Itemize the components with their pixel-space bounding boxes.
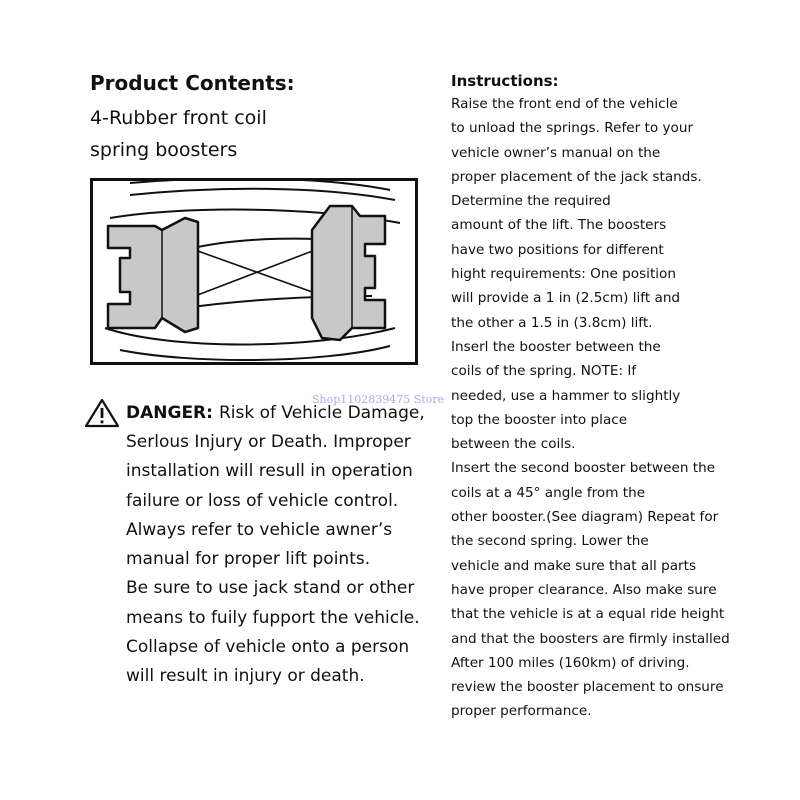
instruction-line: between the coils. — [451, 436, 576, 453]
instruction-line: After 100 miles (160km) of driving. — [451, 654, 690, 671]
coil-spring-booster-diagram — [90, 178, 418, 365]
instructions-heading: Instructions: — [451, 72, 559, 90]
instruction-line: other booster.(See diagram) Repeat for — [451, 509, 719, 526]
instruction-line: the other a 1.5 in (3.8cm) lift. — [451, 314, 653, 331]
store-watermark: Shop1102839475 Store — [312, 393, 445, 406]
danger-warning-section — [84, 398, 439, 692]
danger-first-text: Risk of Vehicle Damage, — [218, 402, 425, 423]
danger-text-line: means to fuily fupport the vehicle. — [126, 607, 420, 628]
instruction-line: have two positions for different — [451, 241, 664, 258]
instruction-line: proper placement of the jack stands. — [451, 168, 702, 185]
danger-text-line: will result in injury or death. — [126, 666, 365, 687]
product-contents-line: 4-Rubber front coil — [90, 107, 267, 129]
instruction-line: vehicle and make sure that all parts — [451, 557, 697, 574]
instructions-section — [451, 70, 771, 724]
instruction-line: and that the boosters are firmly installed — [451, 630, 730, 647]
instruction-line: Insert the second booster between the — [451, 460, 716, 477]
instruction-line: amount of the lift. The boosters — [451, 217, 667, 234]
danger-text-line: Always refer to vehicle awner’s — [126, 519, 393, 540]
instruction-line: top the booster into place — [451, 411, 628, 428]
instruction-line: needed, use a hammer to slightly — [451, 387, 681, 404]
danger-text-line: manual for proper lift points. — [126, 549, 371, 570]
instruction-line: proper performance. — [451, 703, 592, 720]
instruction-line: coils at a 45° angle from the — [451, 484, 646, 501]
left-booster — [108, 218, 198, 332]
instruction-line: to unload the springs. Refer to your — [451, 120, 694, 137]
instruction-line: Inserl the booster between the — [451, 338, 661, 355]
danger-text-line: installation will resull in operation — [126, 461, 413, 482]
danger-text-line: Collapse of vehicle onto a person — [126, 637, 410, 658]
instruction-line: coils of the spring. NOTE: If — [451, 363, 637, 380]
danger-text-line: Serlous Injury or Death. Improper — [126, 432, 411, 452]
danger-label: DANGER: — [126, 402, 213, 423]
instruction-line: the second spring. Lower the — [451, 533, 649, 550]
instruction-line: Raise the front end of the vehicle — [451, 96, 678, 112]
instruction-line: have proper clearance. Also make sure — [451, 581, 717, 598]
instruction-line: will provide a 1 in (2.5cm) lift and — [451, 290, 681, 307]
instruction-line: review the booster placement to onsure — [451, 679, 724, 696]
danger-text-line: failure or loss of vehicle control. — [126, 490, 399, 511]
product-contents-heading: Product Contents: — [90, 71, 295, 95]
instruction-line: Determine the required — [451, 193, 611, 210]
danger-text-line: Be sure to use jack stand or other — [126, 578, 415, 599]
instruction-line: that the vehicle is at a equal ride height — [451, 606, 725, 623]
warning-triangle-icon — [84, 398, 120, 428]
instruction-line: hight requirements: One position — [451, 266, 676, 283]
right-booster — [312, 206, 385, 340]
instruction-line: vehicle owner’s manual on the — [451, 144, 661, 161]
product-contents-section — [90, 70, 450, 166]
product-contents-line: spring boosters — [90, 139, 238, 161]
